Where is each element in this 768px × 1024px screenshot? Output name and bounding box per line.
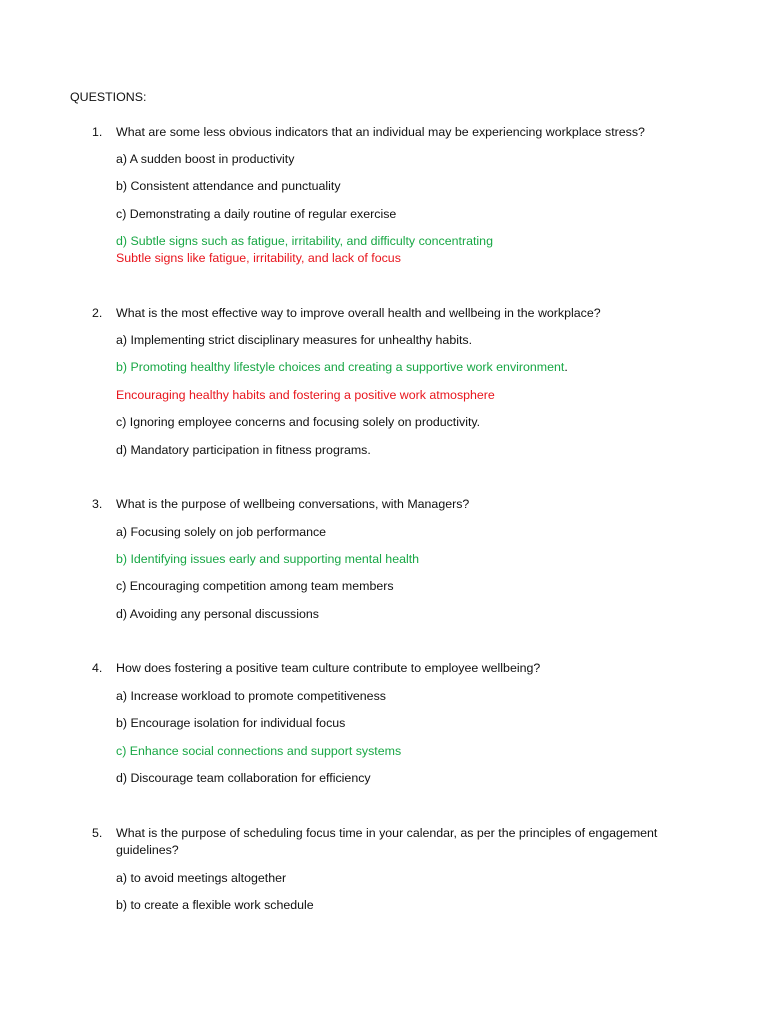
answer-option-a: a) to avoid meetings altogether (116, 871, 287, 885)
answer-option-b: b) to create a flexible work schedule (116, 898, 314, 912)
question-number: 2. (92, 306, 103, 320)
correct-answer-option-b: b) Identifying issues early and supporting mental health (116, 552, 420, 566)
question-text: How does fostering a positive team culture contribute to employee wellbeing? (116, 661, 541, 675)
answer-option-c: c) Ignoring employee concerns and focusing solely on productivity. (116, 415, 481, 429)
answer-option-c: c) Encouraging competition among team members (116, 579, 394, 593)
page-heading: QUESTIONS: (70, 90, 147, 104)
correct-answer-option-b: b) Promoting healthy lifestyle choices and creating a supportive work environment (116, 360, 565, 374)
question-number: 1. (92, 125, 103, 139)
answer-option-a: a) Focusing solely on job performance (116, 525, 327, 539)
answer-option-a: a) A sudden boost in productivity (116, 152, 295, 166)
answer-option-d: d) Mandatory participation in fitness programs. (116, 443, 371, 457)
question-text: What is the most effective way to improve overall health and wellbeing in the workplace? (116, 306, 601, 320)
answer-option-a: a) Increase workload to promote competitiveness (116, 689, 386, 703)
answer-option-b: b) Encourage isolation for individual focus (116, 716, 346, 730)
answer-option-a: a) Implementing strict disciplinary measures for unhealthy habits. (116, 333, 473, 347)
question-number: 4. (92, 661, 103, 675)
answer-note: Encouraging healthy habits and fostering a positive work atmosphere (116, 388, 495, 402)
correct-answer-option-d: d) Subtle signs such as fatigue, irritability, and difficulty concentrating (116, 234, 493, 248)
answer-option-d: d) Discourage team collaboration for efficiency (116, 771, 371, 785)
question-text: What are some less obvious indicators that an individual may be experiencing workplace stress? (116, 125, 645, 139)
answer-option-b-line (116, 359, 716, 376)
question-text: What is the purpose of wellbeing conversations, with Managers? (116, 497, 470, 511)
question-number: 3. (92, 497, 103, 511)
question-text: What is the purpose of scheduling focus time in your calendar, as per the principles of engagement guidelines? (116, 826, 658, 857)
answer-option-c: c) Demonstrating a daily routine of regular exercise (116, 207, 397, 221)
answer-note: Subtle signs like fatigue, irritability, and lack of focus (116, 251, 401, 265)
answer-option-b: b) Consistent attendance and punctuality (116, 179, 341, 193)
correct-answer-option-c: c) Enhance social connections and support systems (116, 744, 402, 758)
answer-option-d: d) Avoiding any personal discussions (116, 607, 319, 621)
question-number: 5. (92, 826, 103, 840)
trailing-period: . (564, 360, 568, 374)
